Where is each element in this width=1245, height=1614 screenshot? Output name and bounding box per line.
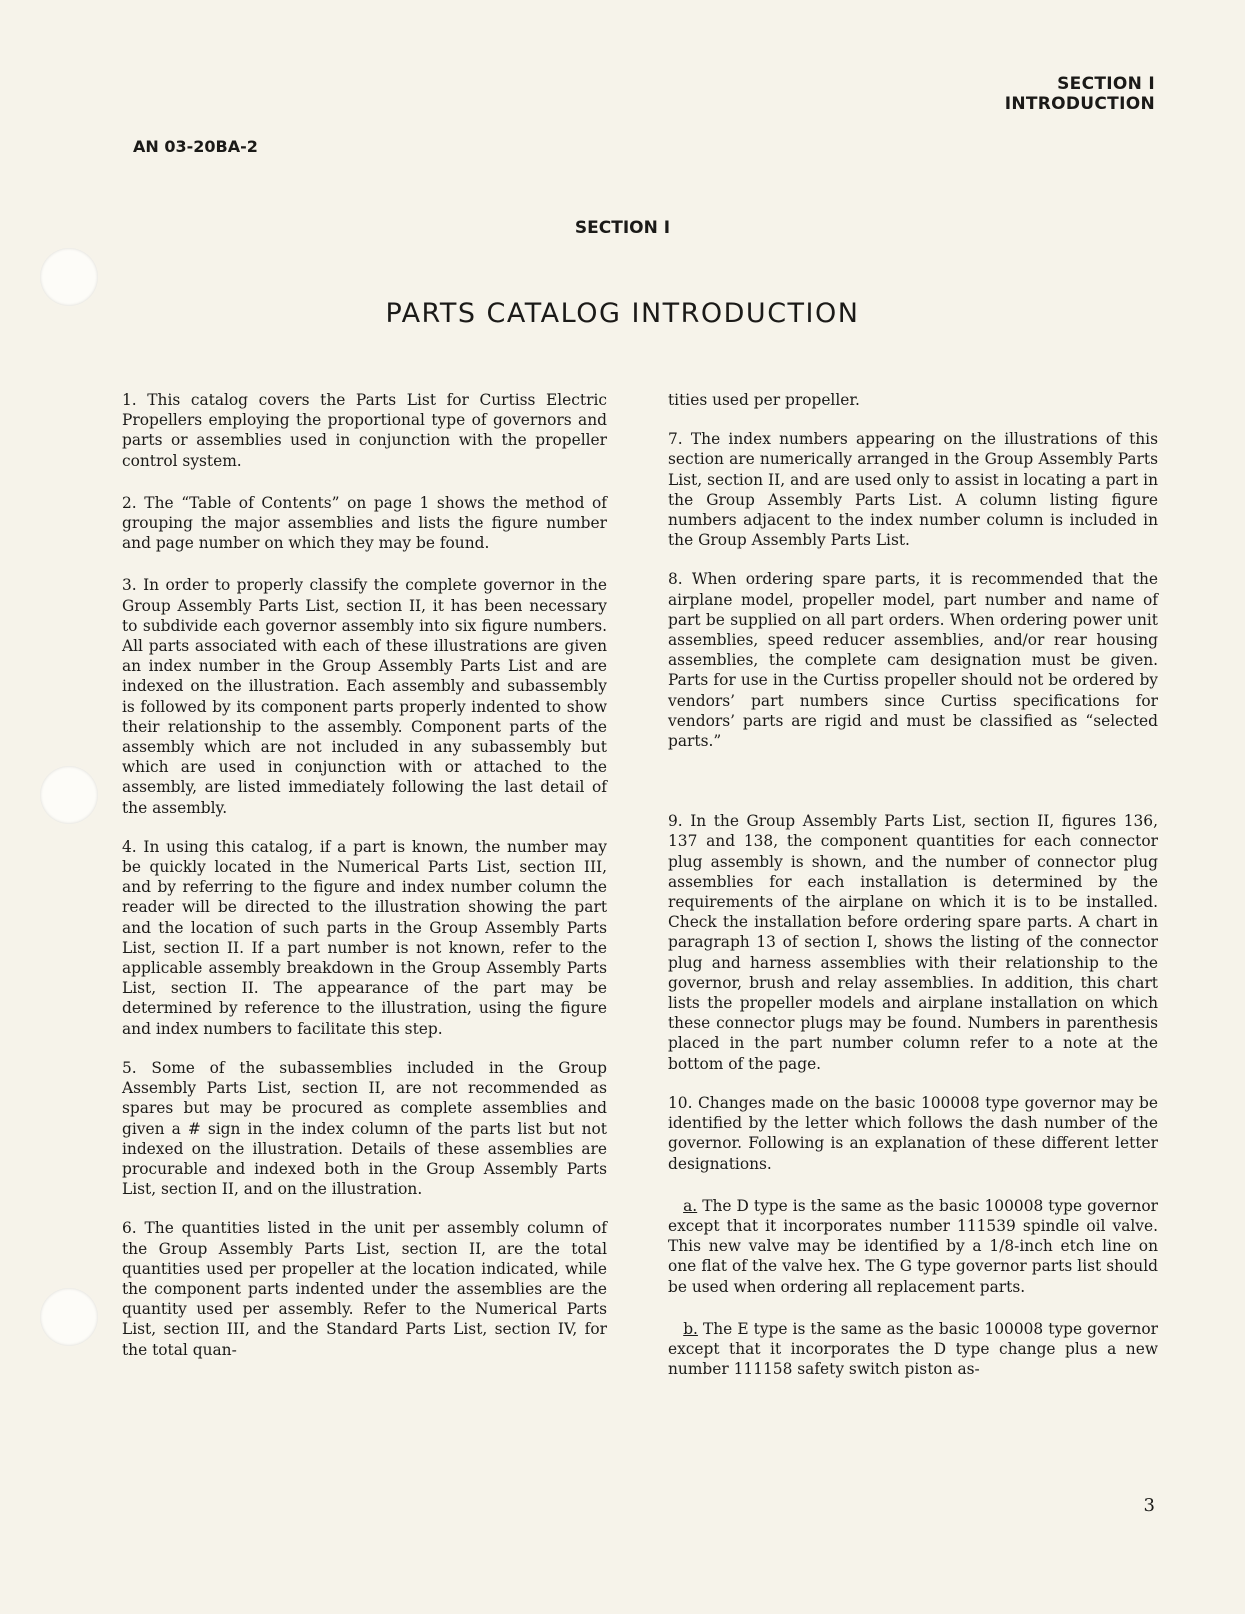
page-number: 3 bbox=[1143, 1495, 1155, 1516]
document-number: AN 03-20BA-2 bbox=[133, 137, 258, 156]
running-header-title: INTRODUCTION bbox=[1004, 94, 1155, 114]
paragraph-6: 6. The quantities listed in the unit per assembly column of the Group Assembly Parts List, section II, are the total quantities used per propeller at the location indicated, while the component parts indented under the assemblies are the quantity used per assembly. Refer to the Numerical Parts List, section III, and the Standard Parts List, section IV, for the total quan- bbox=[122, 1219, 607, 1359]
sub-item-a bbox=[668, 1196, 1158, 1297]
paragraph-10: 10. Changes made on the basic 100008 type governor may be identified by the letter which follows the dash number of the governor. Following is an explanation of these different letter designations. bbox=[668, 1093, 1158, 1173]
paragraph-7: 7. The index numbers appearing on the illustrations of this section are numerically arranged in the Group Assembly Parts List, section II, and are used only to assist in locating a part in the Group Assembly Parts List. A column listing figure numbers adjacent to the index number column is included in the Group Assembly Parts List. bbox=[668, 430, 1158, 550]
paragraph-1: 1. This catalog covers the Parts List for Curtiss Electric Propellers employing the proportional type of governors and parts or assemblies used in conjunction with the propeller control system. bbox=[122, 391, 607, 470]
section-label: SECTION I bbox=[574, 218, 671, 238]
page-title: PARTS CATALOG INTRODUCTION bbox=[385, 298, 860, 329]
paragraph-2: 2. The “Table of Contents” on page 1 shows the method of grouping the major assemblies and lists the figure number and page number on which they may be found. bbox=[122, 493, 607, 553]
paragraph-8: 8. When ordering spare parts, it is recommended that the airplane model, propeller model, part number and name of part be supplied on all part orders. When ordering power unit assemblies, speed reducer assemblies, and/or rear housing assemblies, the complete cam designation must be given. Parts for use in the Curtiss propeller should not be ordered by vendors’ part numbers since Curtiss specifications for vendors’ parts are rigid and must be classified as “selected parts.” bbox=[668, 570, 1158, 751]
sub-item-a-letter: a. bbox=[683, 1196, 698, 1215]
paragraph-3: 3. In order to properly classify the complete governor in the Group Assembly Parts List, section II, it has been necessary to subdivide each governor assembly into six figure numbers. All parts associated with each of these illustrations are given an index number in the Group Assembly Parts List and are indexed on the illustration. Each assembly and subassembly is followed by its component parts properly indented to show their relationship to the assembly. Component parts of the assembly which are not included in any subassembly but which are used in conjunction with or attached to the assembly, are listed immediately following the last detail of the assembly. bbox=[122, 576, 607, 817]
running-header-section: SECTION I bbox=[1057, 74, 1155, 94]
running-header bbox=[1005, 74, 1155, 114]
sub-item-b-letter: b. bbox=[683, 1319, 698, 1338]
right-column bbox=[668, 390, 1158, 1401]
paragraph-9: 9. In the Group Assembly Parts List, section II, figures 136, 137 and 138, the component quantities for each connector plug assembly is shown, and the number of connector plug assemblies for each installation is determined by the requirements of the airplane on which it is to be installed. Check the installation before ordering spare parts. A chart in paragraph 13 of section I, shows the listing of the connector plug and harness assemblies with their relationship to the governor, brush and relay assemblies. In addition, this chart lists the propeller models and airplane installation on which these connector plugs may be found. Numbers in parenthesis placed in the part number column refer to a note at the bottom of the page. bbox=[668, 812, 1158, 1073]
binder-hole-bottom bbox=[40, 1288, 98, 1346]
binder-hole-middle bbox=[40, 766, 98, 824]
paragraph-6-continued: tities used per propeller. bbox=[668, 391, 860, 409]
sub-item-a-text: The D type is the same as the basic 100008 type governor except that it incorporates number 111539 spindle oil valve. This new valve may be identified by a 1/8-inch etch line on one flat of the valve hex. The G type governor parts list should be used when ordering all replacement parts. bbox=[668, 1196, 1158, 1296]
sub-item-b-text: The E type is the same as the basic 100008 type governor except that it incorporates the D type change plus a new number 111158 safety switch piston as- bbox=[668, 1319, 1158, 1379]
paragraph-4: 4. In using this catalog, if a part is known, the number may be quickly located in the Numerical Parts List, section III, and by referring to the figure and index number column the reader will be directed to the illustration showing the part and the location of such parts in the Group Assembly Parts List, section II. If a part number is not known, refer to the applicable assembly breakdown in the Group Assembly Parts List, section II. The appearance of the part may be determined by reference to the illustration, using the figure and index numbers to facilitate this step. bbox=[122, 837, 607, 1038]
paragraph-5: 5. Some of the subassemblies included in the Group Assembly Parts List, section II, are not recommended as spares but may be procured as complete assemblies and given a # sign in the index column of the parts list but not indexed on the illustration. Details of these assemblies are procurable and indexed both in the Group Assembly Parts List, section II, and on the illustration. bbox=[122, 1058, 607, 1199]
sub-item-b bbox=[668, 1319, 1158, 1380]
left-column bbox=[122, 390, 607, 1379]
